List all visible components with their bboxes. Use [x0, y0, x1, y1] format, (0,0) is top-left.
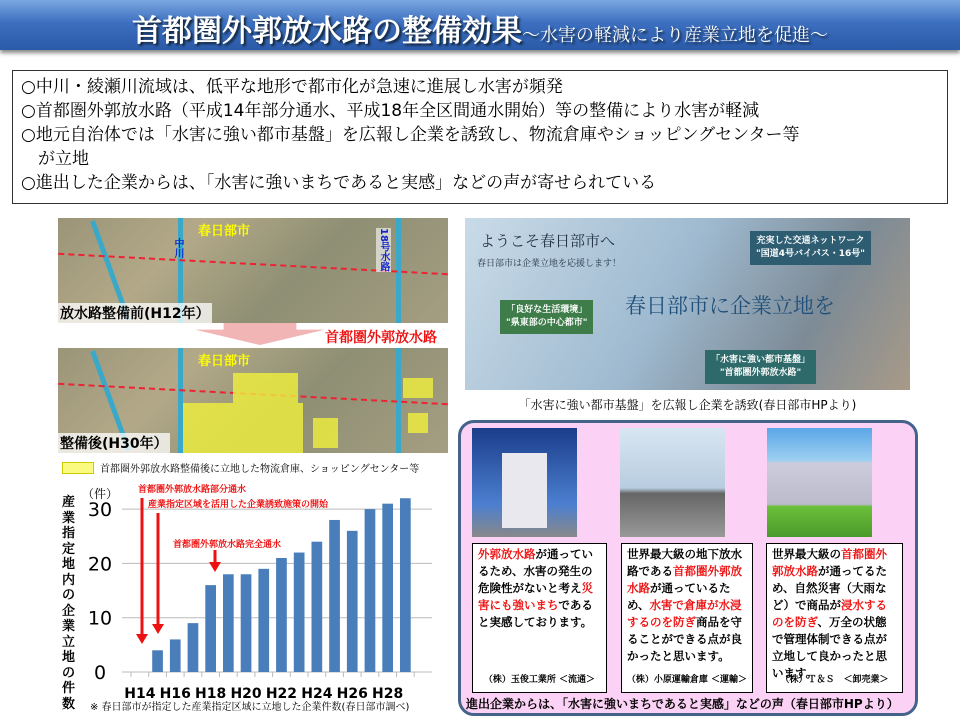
bar-H23	[294, 553, 305, 672]
bar-H20	[241, 574, 252, 672]
red-arrow-head	[209, 562, 221, 572]
voice-text: 商品を守ることができる点が良かったと思います。	[627, 615, 742, 663]
company-name: （株）玉俊工業所 ＜流通＞	[483, 675, 596, 685]
bullet: ○首都圏外郭放水路（平成14年部分通水、平成18年全区間通水開始）等の整備により水害が軽減	[21, 101, 760, 121]
chart-note: ※ 春日部市が指定した産業指定区域に立地した企業件数(春日部市調べ)	[90, 702, 410, 713]
city-label: 春日部市	[198, 354, 251, 369]
red-arrow-head	[152, 624, 164, 634]
legend-text: 首都圏外郭放水路整備後に立地した物流倉庫、ショッピングセンター等	[100, 464, 420, 475]
x-tick-label: H22	[265, 686, 298, 702]
bar-H29	[400, 498, 411, 672]
y-tick-label: 10	[87, 607, 113, 630]
before-label: 放水路整備前(H12年）	[58, 303, 212, 323]
river-label: 中川	[172, 238, 183, 258]
y-tick-label: 20	[87, 553, 113, 576]
voice-text: が通っているため、水害の発生の危険性がないと考え	[478, 547, 593, 595]
river-label: 18号水路	[378, 228, 389, 272]
company-photo	[472, 428, 577, 537]
annotation: 首都圏外郭放水路部分通水	[138, 485, 247, 495]
company-photo	[767, 428, 872, 537]
x-tick-label: H24	[301, 686, 333, 702]
promo-headline: 春日部市に企業立地を	[625, 294, 835, 318]
promo-box-environment: 「良好な生活環境」 "県東部の中心都市"	[500, 300, 593, 334]
voice-text: が通ってるため、自然災害（大雨など）で商品が	[772, 564, 887, 612]
company-voice	[621, 543, 753, 693]
highlight-text: 首都圏外郭放水路	[772, 547, 887, 578]
highlight-text: 首都圏外郭放水路	[627, 564, 742, 595]
company-voice	[766, 543, 903, 693]
annotation: 産業指定区域を活用した企業誘致施策の開始	[148, 500, 329, 510]
bar-chart	[60, 480, 450, 712]
down-arrow-icon	[195, 323, 325, 345]
bar-H24	[312, 542, 323, 672]
aerial-map-after	[58, 348, 448, 453]
voice-text: 、万全の状態で管理体制できる点が立地して良かったと思います。	[772, 615, 887, 680]
company-photo	[620, 428, 725, 537]
voice-text: であると実感しております。	[478, 598, 593, 629]
bar-H28	[382, 504, 393, 672]
bullet: ○地元自治体では「水害に強い都市基盤」を広報し企業を誘致し、物流倉庫やショッピングセンター等	[21, 125, 800, 145]
bullet: が立地	[21, 149, 89, 169]
bar-H15	[152, 650, 163, 672]
bar-H19	[223, 574, 234, 672]
bar-H16	[170, 639, 181, 672]
bar-H18	[205, 585, 216, 672]
highlight-text: 外郭放水路	[478, 547, 536, 561]
slide-title: 首都圏外郭放水路の整備効果	[132, 14, 522, 49]
summary-box	[12, 70, 948, 204]
x-tick-label: H14	[124, 686, 156, 702]
y-axis-label: 産業指定地内の企業立地の件数	[62, 495, 76, 712]
company-name: （株）Ｔ＆Ｓ ＜卸売業＞	[780, 675, 889, 685]
slide-subtitle: ～水害の軽減により産業立地を促進～	[522, 25, 828, 46]
annotation: 首都圏外郭放水路完全通水	[173, 540, 282, 550]
x-tick-label: H28	[372, 686, 404, 702]
bar-H26	[347, 531, 358, 672]
y-tick-label: 0	[93, 662, 107, 684]
voice-text: 世界最大級の	[772, 547, 841, 561]
promo-box-transport: 充実した交通ネットワーク "国道4号バイパス・16号"	[750, 231, 871, 265]
legend-swatch	[62, 462, 94, 474]
company-name: （株）小原運輸倉庫 ＜運輸＞	[626, 675, 748, 685]
title-bar	[0, 0, 960, 50]
voices-footer: 進出企業からは、「水害に強いまちであると実感」などの声（春日部市HPより）	[466, 697, 899, 711]
bullet: ○進出した企業からは、「水害に強いまちであると実感」などの声が寄せられている	[21, 173, 657, 193]
x-tick-label: H18	[195, 686, 227, 702]
after-label: 整備後(H30年）	[58, 433, 170, 453]
company-voice	[472, 543, 607, 693]
channel-label: 首都圏外郭放水路	[325, 330, 437, 346]
promo-box-flood: 「水害に強い都市基盤」 "首都圏外郭放水路"	[705, 350, 816, 384]
city-label: 春日部市	[198, 224, 251, 239]
x-tick-label: H16	[159, 686, 191, 702]
voice-text: 世界最大級の地下放水路である	[627, 547, 742, 578]
bar-H21	[258, 569, 269, 672]
x-tick-label: H26	[336, 686, 368, 702]
highlight-text: 水害で倉庫が水浸するのを防ぎ	[627, 598, 742, 629]
voice-text: が通っているため、	[627, 581, 731, 612]
bullet: ○中川・綾瀬川流域は、低平な地形で都市化が急速に進展し水害が頻発	[21, 77, 563, 97]
promo-support: 春日部市は企業立地を応援します！	[477, 259, 622, 269]
promo-welcome: ようこそ春日部市へ	[480, 232, 616, 250]
red-arrow-head	[136, 634, 148, 644]
bar-H27	[365, 509, 376, 672]
bar-H25	[329, 520, 340, 672]
highlight-text: 浸水するのを防ぎ	[772, 598, 887, 629]
promo-caption: 「水害に強い都市基盤」を広報し企業を誘致(春日部市HPより)	[518, 398, 857, 412]
aerial-map-before	[58, 218, 448, 323]
promo-image	[465, 218, 910, 390]
highlight-text: 災害にも強いまち	[478, 581, 593, 612]
y-unit-label: （件）	[81, 487, 119, 501]
bar-H22	[276, 558, 287, 672]
bar-H17	[188, 623, 199, 672]
y-tick-label: 30	[87, 499, 113, 522]
x-tick-label: H20	[230, 686, 262, 702]
